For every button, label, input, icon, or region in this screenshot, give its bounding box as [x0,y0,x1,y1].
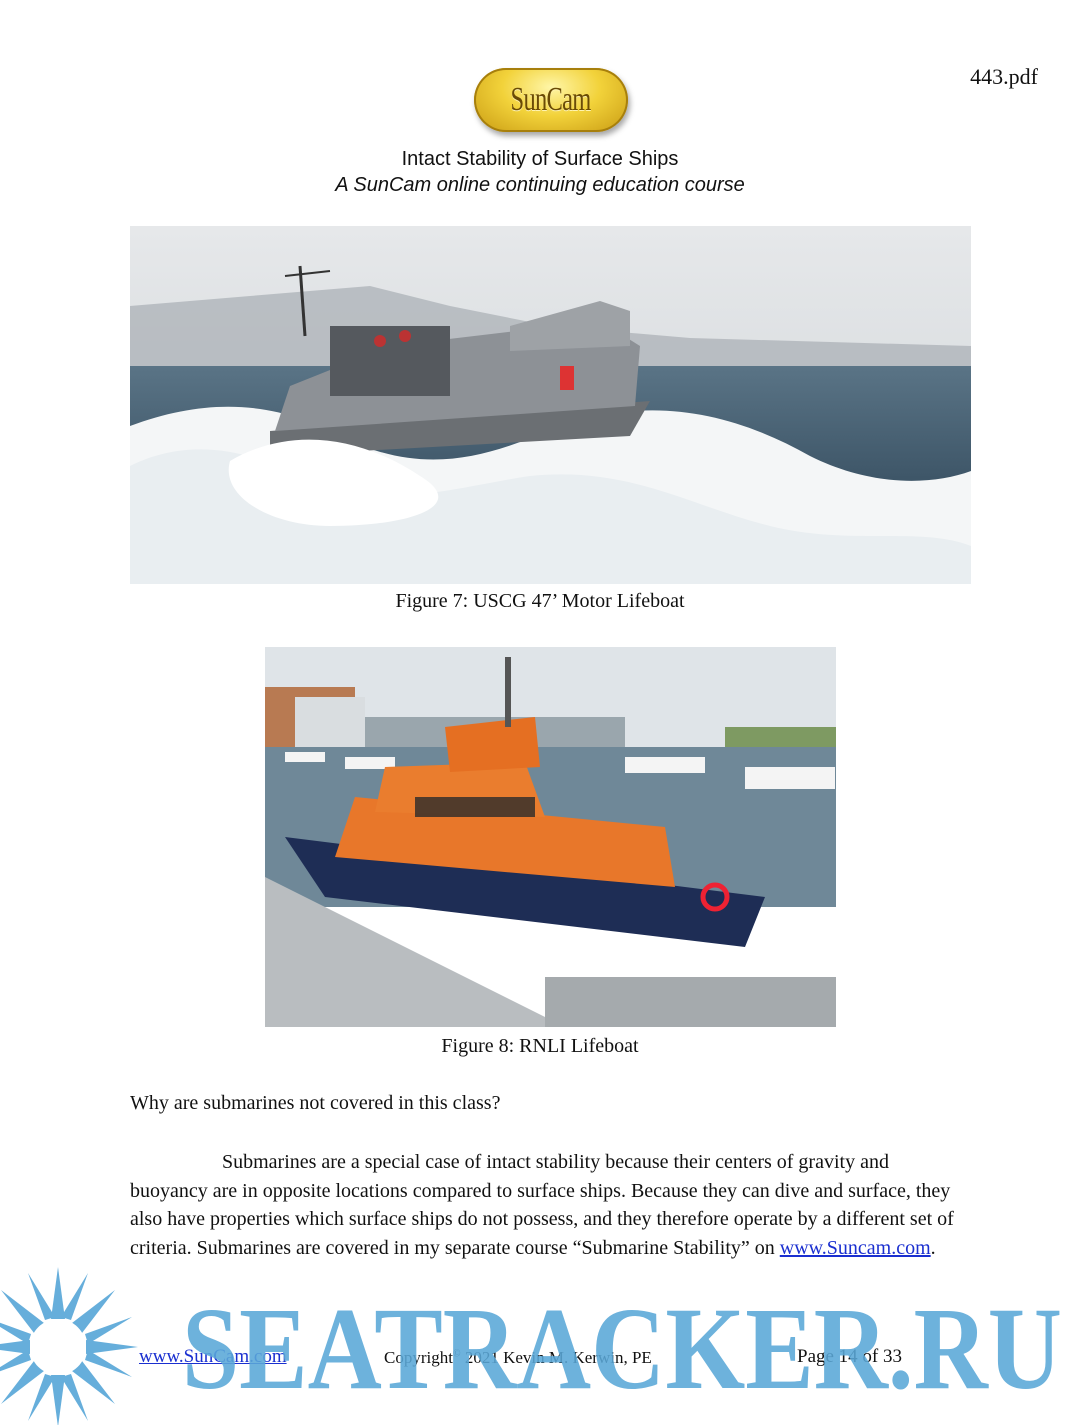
footer-site-link[interactable]: www.SunCam.com [139,1346,287,1367]
footer-copyright [384,1348,652,1368]
footer-site-link-wrap [139,1346,287,1368]
figure-7-image [130,226,971,584]
footer-page-number: Page 14 of 33 [797,1346,903,1367]
figure-7-caption: Figure 7: USCG 47’ Motor Lifeboat [395,590,685,612]
paragraph-text: Submarines are a special case of intact stability because their centers of gravity and buoyancy are in opposite locations compared to surface ships. Because they can dive and surface, they also have properties which surface ships do not possess, and they therefore operate by a different set of criteria. Submarines are covered in my separate course “Submarine Stability” on [130,1151,954,1259]
paragraph-end: . [930,1236,936,1259]
copyright-symbol: © [452,1348,461,1360]
document-title: Intact Stability of Surface Ships [401,148,679,170]
logo-text: SunCam [510,81,592,118]
document-header [0,146,1080,198]
suncam-link[interactable]: www.Suncam.com [779,1236,931,1259]
body-paragraph [130,1148,970,1262]
watermark-text: SEATRACKER.RU [182,1283,1062,1414]
section-question: Why are submarines not covered in this class? [130,1092,501,1114]
filename-label: 443.pdf [970,64,1038,89]
document-subtitle: A SunCam online continuing education course [335,174,745,196]
figure-8-caption: Figure 8: RNLI Lifeboat [441,1035,639,1057]
seatracker-watermark [0,1262,1080,1425]
sun-icon [0,1267,138,1425]
copyright-text: 2021 Kevin M. Kerwin, PE [460,1348,652,1367]
copyright-label: Copyright [384,1348,453,1367]
figure-8-image [265,647,836,1027]
suncam-logo [474,68,628,132]
